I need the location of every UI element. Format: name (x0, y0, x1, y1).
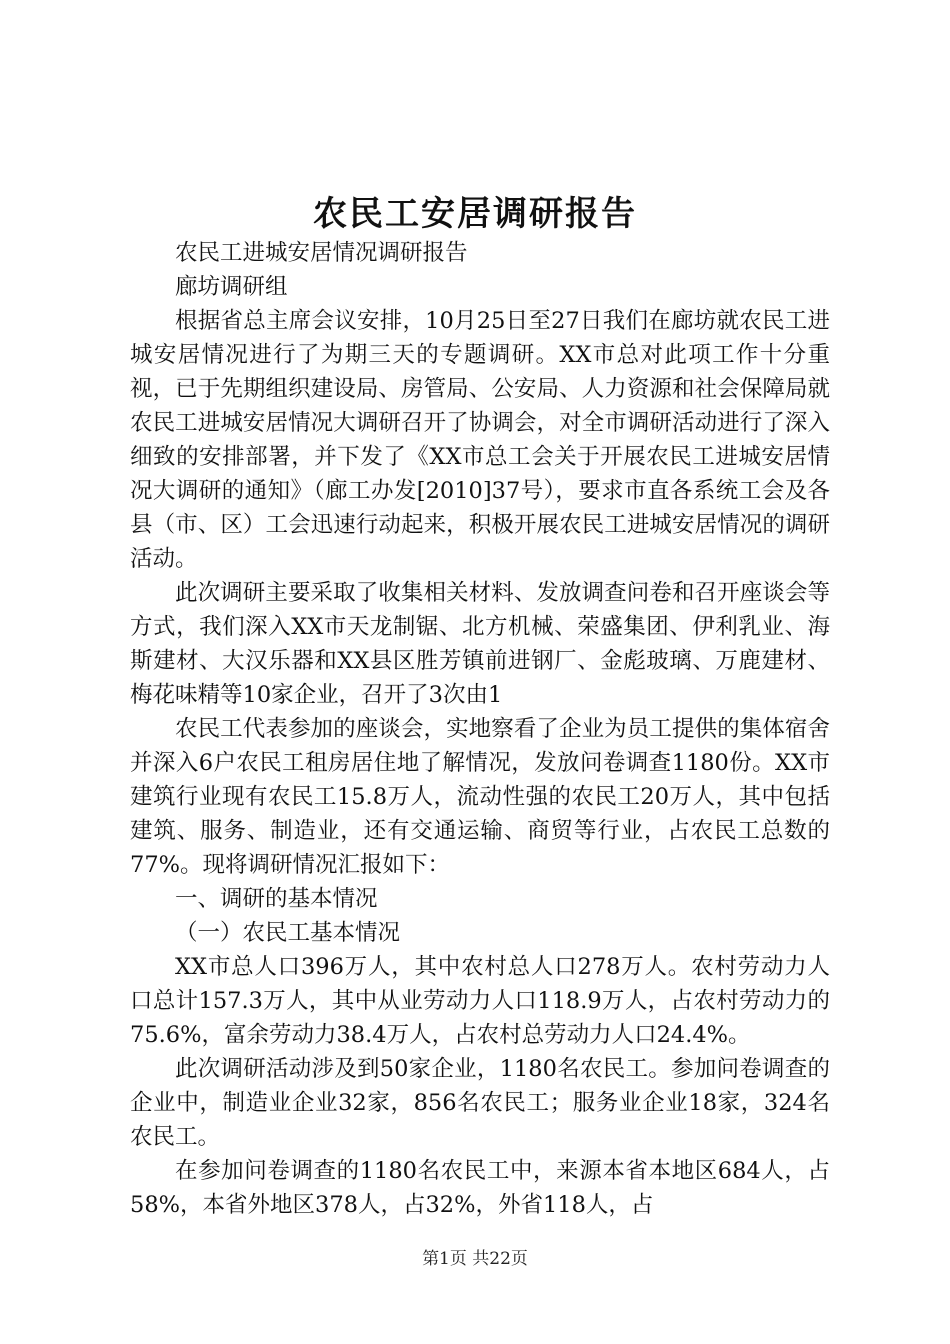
document-body (130, 236, 830, 1222)
paragraph: 此次调研活动涉及到50家企业，1180名农民工。参加问卷调查的企业中，制造业企业32家，856名农民工；服务业企业18家，324名农民工。 (130, 1056, 830, 1150)
paragraph: XX市总人口396万人，其中农村总人口278万人。农村劳动力人口总计157.3万人，其中从业劳动力人口118.9万人，占农村劳动力的75.6%，富余劳动力38.4万人，占农村总劳动力人口24.4%。 (130, 954, 830, 1048)
report-subtitle: 农民工进城安居情况调研报告 (175, 240, 468, 266)
section-heading: 一、调研的基本情况 (175, 886, 378, 912)
paragraph: 此次调研主要采取了收集相关材料、发放调查问卷和召开座谈会等方式，我们深入XX市天龙制锯、北方机械、荣盛集团、伊利乳业、海斯建材、大汉乐器和XX县区胜芳镇前进钢厂、金彪玻璃、万鹿建材、梅花味精等10家企业，召开了3次由1 (130, 580, 830, 708)
paragraph: 根据省总主席会议安排，10月25日至27日我们在廊坊就农民工进城安居情况进行了为期三天的专题调研。XX市总对此项工作十分重视，已于先期组织建设局、房管局、公安局、人力资源和社会保障局就农民工进城安居情况大调研召开了协调会，对全市调研活动进行了深入细致的安排部署，并下发了《XX市总工会关于开展农民工进城安居情况大调研的通知》（廊工办发[2010]37号），要求市直各系统工会及各县（市、区）工会迅速行动起来，积极开展农民工进城安居情况的调研活动。 (130, 308, 830, 572)
document-title: 农民工安居调研报告 (313, 194, 637, 234)
page-footer: 第1页 共22页 (422, 1249, 528, 1269)
paragraph: 农民工代表参加的座谈会，实地察看了企业为员工提供的集体宿舍并深入6户农民工租房居住地了解情况，发放问卷调查1180份。XX市建筑行业现有农民工15.8万人，流动性强的农民工20万人，其中包括建筑、服务、制造业，还有交通运输、商贸等行业，占农民工总数的77%。现将调研情况汇报如下： (130, 716, 830, 878)
paragraph: 在参加问卷调查的1180名农民工中，来源本省本地区684人，占58%，本省外地区378人，占32%，外省118人，占 (130, 1158, 830, 1218)
subsection-heading: （一）农民工基本情况 (175, 920, 401, 946)
report-author: 廊坊调研组 (175, 274, 288, 300)
